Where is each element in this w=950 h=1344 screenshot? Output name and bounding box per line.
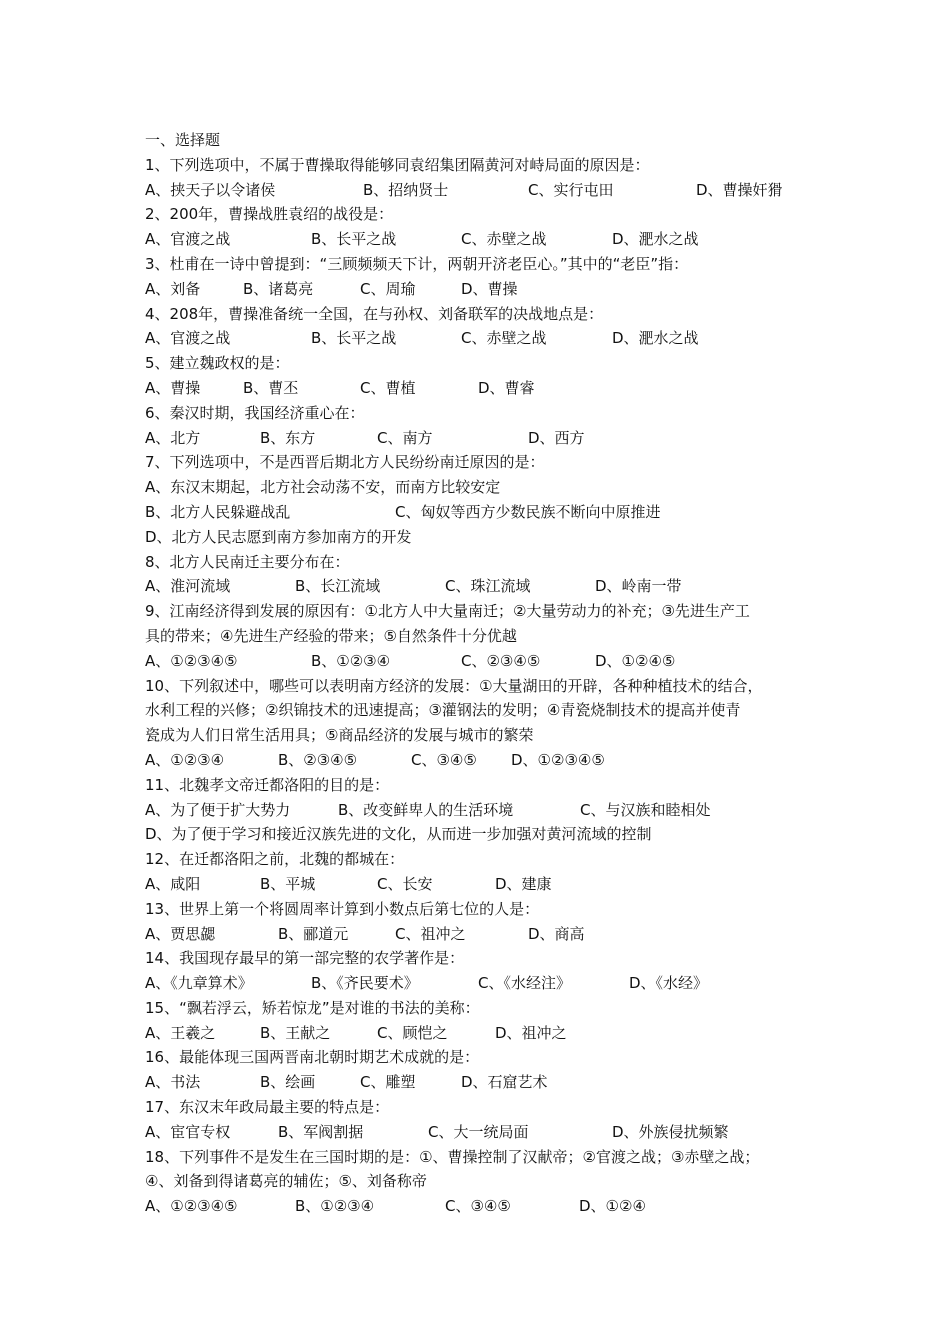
option-b: B、②③④⑤ [278, 750, 358, 769]
options-row [145, 178, 825, 203]
options-row [145, 376, 825, 401]
option-c: C、长安 [377, 874, 433, 893]
question-stem-cont: ④、刘备到得诸葛亮的辅佐；⑤、刘备称帝 [145, 1172, 427, 1191]
option-d: D、商高 [528, 924, 585, 943]
options-row [145, 872, 825, 897]
option-c: C、南方 [377, 428, 433, 447]
option-c: C、③④⑤ [411, 750, 477, 769]
question-stem-cont: 水利工程的兴修；②织锦技术的迅速提高；③灌钢法的发明；④青瓷烧制技术的提高并使青 [145, 701, 741, 720]
options-row [145, 1194, 825, 1219]
option-b: B、改变鲜卑人的生活环境 [338, 800, 514, 819]
question-stem: 3、杜甫在一诗中曾提到：“三顾频频天下计，两朝开济老臣心。”其中的“老臣”指： [145, 254, 689, 273]
option-c: C、珠江流域 [445, 577, 531, 596]
question-stem: 9、江南经济得到发展的原因有：①北方人中大量南迁；②大量劳动力的补充；③先进生产工 [145, 602, 750, 621]
options-row [145, 1120, 825, 1145]
option-d: D、曹操奸猾 [696, 180, 783, 199]
option-b: B、长平之战 [311, 329, 397, 348]
option-d: D、曹操 [461, 279, 518, 298]
question-7 [145, 450, 825, 549]
question-stem: 11、北魏孝文帝迁都洛阳的目的是： [145, 775, 390, 794]
question-6 [145, 401, 825, 451]
options-row [145, 500, 825, 525]
option-a: A、《九章算术》 [145, 974, 253, 993]
question-2 [145, 202, 825, 252]
options-row [145, 277, 825, 302]
option-c: C、匈奴等西方少数民族不断向中原推进 [395, 502, 661, 521]
options-row [145, 971, 825, 996]
option-d: D、北方人民志愿到南方参加南方的开发 [145, 527, 412, 546]
options-row [145, 574, 825, 599]
option-b: B、绘画 [260, 1073, 316, 1092]
option-d: D、①②③④⑤ [511, 750, 605, 769]
options-row [145, 748, 825, 773]
question-stem: 7、下列选项中，不是西晋后期北方人民纷纷南迁原因的是： [145, 453, 545, 472]
options-row [145, 1070, 825, 1095]
option-a: A、咸阳 [145, 874, 201, 893]
option-c: C、赤壁之战 [461, 230, 547, 249]
option-d: D、西方 [528, 428, 585, 447]
option-a: A、曹操 [145, 378, 201, 397]
question-11 [145, 773, 825, 847]
option-b: B、①②③④ [295, 1197, 375, 1216]
question-stem: 18、下列事件不是发生在三国时期的是：①、曹操控制了汉献帝；②官渡之战；③赤壁之战； [145, 1147, 760, 1166]
question-stem: 8、北方人民南迁主要分布在： [145, 552, 350, 571]
option-c: C、祖冲之 [395, 924, 466, 943]
option-a: A、官渡之战 [145, 230, 231, 249]
question-stem: 4、208年，曹操准备统一全国，在与孙权、刘备联军的决战地点是： [145, 304, 604, 323]
option-a: A、北方 [145, 428, 201, 447]
option-d: D、淝水之战 [612, 329, 699, 348]
question-stem: 13、世界上第一个将圆周率计算到小数点后第七位的人是： [145, 899, 540, 918]
option-b: B、长江流域 [295, 577, 381, 596]
question-stem: 2、200年，曹操战胜袁绍的战役是： [145, 205, 394, 224]
question-stem: 17、东汉末年政局最主要的特点是： [145, 1098, 390, 1117]
option-d: D、岭南一带 [595, 577, 682, 596]
option-d: D、建康 [495, 874, 552, 893]
question-18 [145, 1145, 825, 1219]
question-5 [145, 351, 825, 401]
question-8 [145, 550, 825, 600]
option-b: B、郦道元 [278, 924, 349, 943]
option-d: D、祖冲之 [495, 1023, 567, 1042]
option-d: D、为了便于学习和接近汉族先进的文化，从而进一步加强对黄河流域的控制 [145, 825, 652, 844]
option-c: C、实行屯田 [528, 180, 614, 199]
options-row [145, 649, 825, 674]
options-row [145, 326, 825, 351]
question-stem: 12、在迁都洛阳之前，北魏的都城在： [145, 850, 405, 869]
option-b: B、《齐民要术》 [311, 974, 419, 993]
option-b: B、东方 [260, 428, 316, 447]
options-row [145, 798, 825, 823]
option-c: C、③④⑤ [445, 1197, 511, 1216]
question-15 [145, 996, 825, 1046]
option-b: B、诸葛亮 [243, 279, 314, 298]
option-a: A、①②③④⑤ [145, 651, 238, 670]
option-b: B、长平之战 [311, 230, 397, 249]
option-c: C、《水经注》 [478, 974, 571, 993]
question-stem-cont: 具的带来；④先进生产经验的带来；⑤自然条件十分优越 [145, 626, 517, 645]
question-stem: 15、“飘若浮云，矫若惊龙”是对谁的书法的美称： [145, 998, 480, 1017]
option-d: D、外族侵扰频繁 [612, 1122, 729, 1141]
question-stem-cont: 瓷成为人们日常生活用具；⑤商品经济的发展与城市的繁荣 [145, 726, 534, 745]
options-row [145, 922, 825, 947]
section-title: 一、选择题 [145, 131, 221, 149]
option-a: A、挟天子以令诸侯 [145, 180, 276, 199]
option-b: B、北方人民躲避战乱 [145, 502, 291, 521]
option-c: C、②③④⑤ [461, 651, 541, 670]
option-a: A、王羲之 [145, 1023, 216, 1042]
option-b: B、王献之 [260, 1023, 331, 1042]
question-13 [145, 897, 825, 947]
question-4 [145, 302, 825, 352]
option-a: A、宦官专权 [145, 1122, 231, 1141]
option-c: C、赤壁之战 [461, 329, 547, 348]
option-a: A、官渡之战 [145, 329, 231, 348]
option-d: D、①②④⑤ [595, 651, 676, 670]
option-b: B、①②③④ [311, 651, 391, 670]
option-c: C、雕塑 [360, 1073, 416, 1092]
question-stem: 5、建立魏政权的是： [145, 354, 290, 373]
option-a: A、淮河流域 [145, 577, 231, 596]
option-d: D、《水经》 [629, 974, 709, 993]
option-a: A、①②③④ [145, 750, 225, 769]
question-1 [145, 153, 825, 203]
question-10 [145, 674, 825, 773]
question-stem: 1、下列选项中，不属于曹操取得能够同袁绍集团隔黄河对峙局面的原因是： [145, 155, 650, 174]
option-a: A、为了便于扩大势力 [145, 800, 291, 819]
option-a: A、东汉末期起，北方社会动荡不安，而南方比较安定 [145, 478, 501, 497]
option-b: B、招纳贤士 [363, 180, 449, 199]
options-row [145, 227, 825, 252]
option-a: A、贾思勰 [145, 924, 216, 943]
option-c: C、大一统局面 [428, 1122, 529, 1141]
question-stem: 6、秦汉时期，我国经济重心在： [145, 403, 365, 422]
question-stem: 16、最能体现三国两晋南北朝时期艺术成就的是： [145, 1048, 480, 1067]
option-d: D、淝水之战 [612, 230, 699, 249]
question-17 [145, 1095, 825, 1145]
option-a: A、刘备 [145, 279, 201, 298]
option-b: B、曹丕 [243, 378, 299, 397]
option-b: B、军阀割据 [278, 1122, 364, 1141]
exam-page [145, 128, 825, 1219]
options-row [145, 426, 825, 451]
options-row [145, 1021, 825, 1046]
question-14 [145, 946, 825, 996]
option-c: C、与汉族和睦相处 [580, 800, 711, 819]
question-9 [145, 599, 825, 673]
option-c: C、曹植 [360, 378, 416, 397]
question-3 [145, 252, 825, 302]
option-a: A、①②③④⑤ [145, 1197, 238, 1216]
option-d: D、曹睿 [478, 378, 535, 397]
option-d: D、石窟艺术 [461, 1073, 548, 1092]
option-a: A、书法 [145, 1073, 201, 1092]
question-12 [145, 847, 825, 897]
option-d: D、①②④ [579, 1197, 646, 1216]
question-stem: 10、下列叙述中，哪些可以表明南方经济的发展：①大量湖田的开辟，各种种植技术的结合， [145, 676, 763, 695]
option-c: C、顾恺之 [377, 1023, 448, 1042]
question-stem: 14、我国现存最早的第一部完整的农学著作是： [145, 949, 465, 968]
question-16 [145, 1045, 825, 1095]
option-c: C、周瑜 [360, 279, 416, 298]
option-b: B、平城 [260, 874, 316, 893]
